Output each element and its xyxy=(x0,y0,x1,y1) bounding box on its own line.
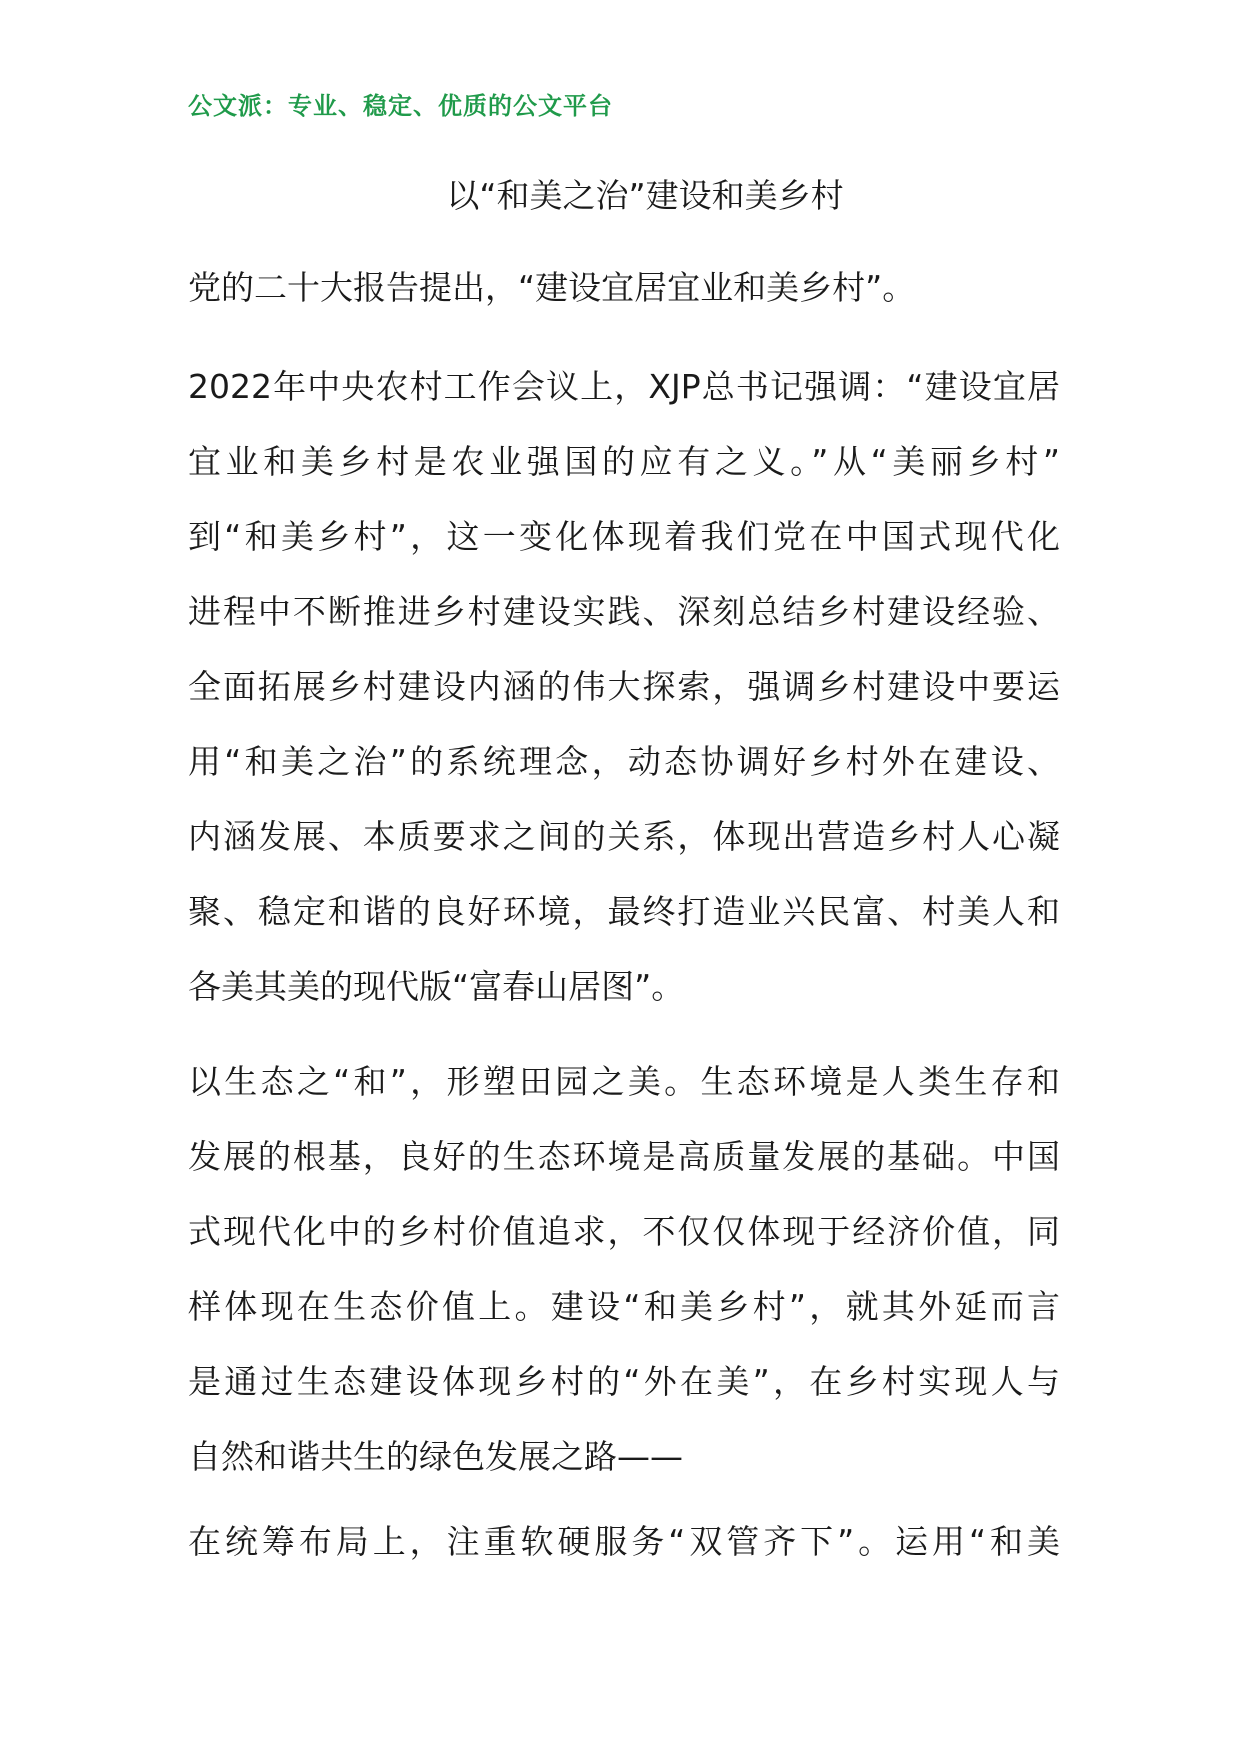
paragraph-line: 发展的根基，良好的生态环境是高质量发展的基础。中国 xyxy=(188,1137,1060,1176)
paragraph-line: 2022年中央农村工作会议上，XJP总书记强调：“建设宜居 xyxy=(188,367,1060,406)
paragraph-2 xyxy=(188,349,1060,1024)
paragraph-line: 聚、稳定和谐的良好环境，最终打造业兴民富、村美人和 xyxy=(188,892,1060,931)
paragraph-line: 是通过生态建设体现乡村的“外在美”，在乡村实现人与 xyxy=(188,1362,1060,1401)
paragraph-1 xyxy=(188,250,1060,325)
paragraph-line: 用“和美之治”的系统理念，动态协调好乡村外在建设、 xyxy=(188,742,1060,781)
paragraph-line: 宜业和美乡村是农业强国的应有之义。”从“美丽乡村” xyxy=(188,442,1060,481)
paragraph-line: 在统筹布局上，注重软硬服务“双管齐下”。运用“和美 xyxy=(188,1522,1060,1561)
paragraph-line: 党的二十大报告提出，“建设宜居宜业和美乡村”。 xyxy=(188,268,916,307)
paragraph-line: 以生态之“和”，形塑田园之美。生态环境是人类生存和 xyxy=(188,1062,1060,1101)
paragraph-line: 样体现在生态价值上。建设“和美乡村”，就其外延而言 xyxy=(188,1287,1060,1326)
paragraph-line: 进程中不断推进乡村建设实践、深刻总结乡村建设经验、 xyxy=(188,592,1060,631)
paragraph-line: 全面拓展乡村建设内涵的伟大探索，强调乡村建设中要运 xyxy=(188,667,1060,706)
paragraph-line: 自然和谐共生的绿色发展之路—— xyxy=(188,1437,683,1476)
paragraph-line: 到“和美乡村”，这一变化体现着我们党在中国式现代化 xyxy=(188,517,1060,556)
paragraph-line: 各美其美的现代版“富春山居图”。 xyxy=(188,967,685,1006)
paragraph-line: 内涵发展、本质要求之间的关系，体现出营造乡村人心凝 xyxy=(188,817,1060,856)
paragraph-4 xyxy=(188,1504,1060,1579)
paragraph-line: 式现代化中的乡村价值追求，不仅仅体现于经济价值，同 xyxy=(188,1212,1060,1251)
paragraph-3 xyxy=(188,1044,1060,1494)
document-title: 以“和美之治”建设和美乡村 xyxy=(446,176,844,215)
header-brand: 公文派：专业、稳定、优质的公文平台 xyxy=(188,92,613,120)
